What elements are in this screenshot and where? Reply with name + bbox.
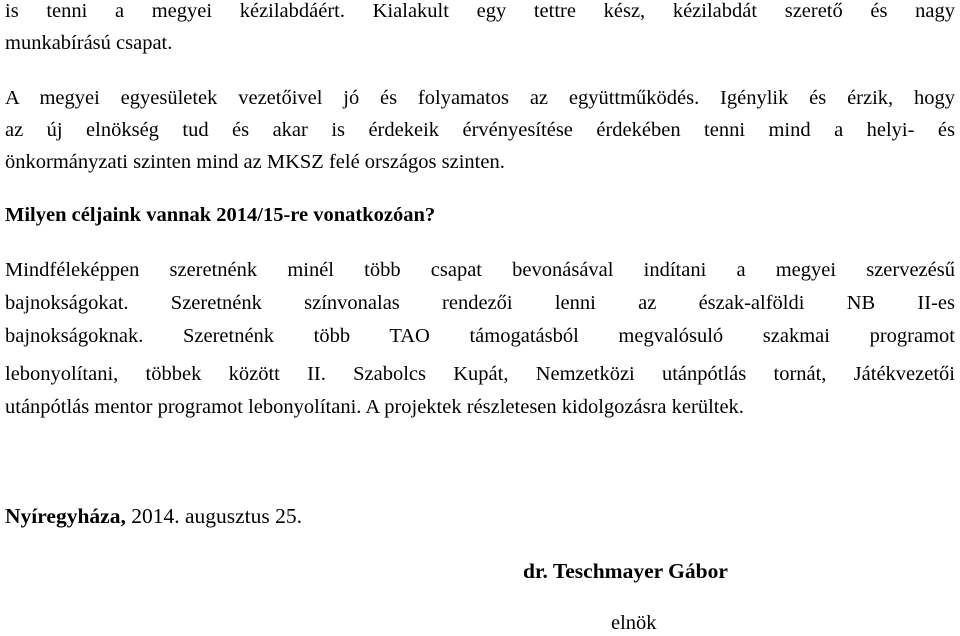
paragraph-line: lebonyolítani, többek között II. Szabolcs Kupát, Nemzetközi utánpótlás tornát, Játékvezetői [5, 363, 955, 385]
date-place: Nyíregyháza, [5, 504, 126, 528]
paragraph-line: bajnokságoknak. Szeretnénk több TAO támogatásból megvalósuló szakmai programot [5, 325, 955, 347]
document-page [5, 0, 955, 633]
paragraph-line: Mindféleképpen szeretnénk minél több csapat bevonásával indítani a megyei szervezésű [5, 259, 955, 281]
paragraph-line: munkabírású csapat. [5, 32, 173, 54]
date-line [5, 503, 302, 529]
paragraph-line: önkormányzati szinten mind az MKSZ felé országos szinten. [5, 151, 505, 173]
paragraph-line: az új elnökség tud és akar is érdekeik érvényesítése érdekében tenni mind a helyi- és [5, 119, 955, 141]
signature-name: dr. Teschmayer Gábor [523, 559, 728, 583]
signature-title: elnök [611, 612, 657, 634]
paragraph-line: utánpótlás mentor programot lebonyolítani. A projektek részletesen kidolgozásra kerültek. [5, 396, 744, 418]
paragraph-line: is tenni a megyei kézilabdáért. Kialakult egy tettre kész, kézilabdát szerető és nagy [5, 0, 955, 22]
date-text: 2014. augusztus 25. [125, 504, 302, 528]
question-heading: Milyen céljaink vannak 2014/15-re vonatkozóan? [5, 204, 436, 226]
paragraph-line: bajnokságokat. Szeretnénk színvonalas rendezői lenni az észak-alföldi NB II-es [5, 292, 955, 314]
paragraph-line: A megyei egyesületek vezetőivel jó és folyamatos az együttműködés. Igénylik és érzik, hogy [5, 87, 955, 109]
